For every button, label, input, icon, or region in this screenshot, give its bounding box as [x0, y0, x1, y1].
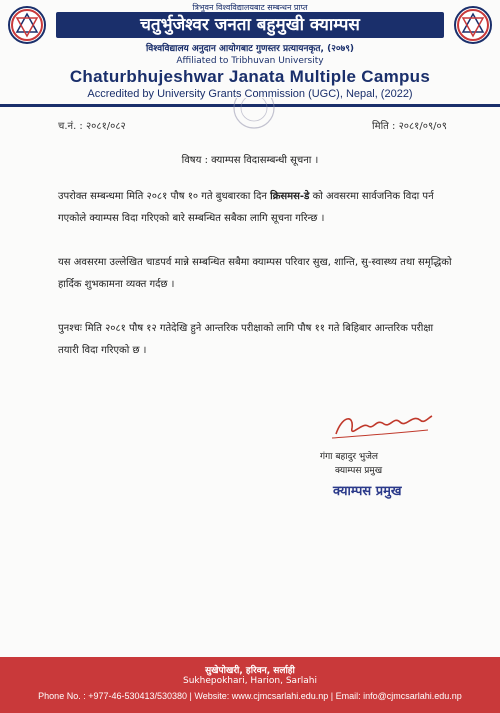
campus-name-en: Chaturbhujeshwar Janata Multiple Campus — [69, 67, 431, 86]
footer-contact: Phone No. : +977-46-530413/530380 | Website: www.cjmcsarlahi.edu.np | Email: info@cjmcsarlahi.edu.np — [38, 691, 462, 701]
christmas-day-highlight: क्रिसमस-डे — [270, 191, 310, 202]
official-seal-icon — [222, 98, 286, 142]
affiliation-line-en: Affiliated to Tribhuvan University — [176, 56, 324, 66]
letter-date: मिति : २०८१/०९/०९ — [372, 121, 447, 132]
paragraph-1-end: को अवसरमा सार्वजनिक विदा पर्न गएकोले क्याम्पस विदा गरिएको बारे सम्बन्धित सबैका लागि सूचना गरिन्छ । — [58, 191, 434, 224]
subject-line: विषय : क्याम्पस विदासम्बन्धी सूचना । — [181, 155, 319, 166]
accreditation-line-en: Accredited by University Grants Commission (UGC), Nepal, (2022) — [87, 88, 413, 100]
signer-designation: क्याम्पस प्रमुख — [335, 466, 383, 476]
signer-name: गंगा बहादुर भुजेल — [320, 452, 379, 462]
letterhead-footer — [0, 657, 500, 713]
paragraph-1 — [58, 186, 453, 230]
reference-number: च.नं. : २०८१/०८२ — [58, 121, 126, 132]
paragraph-2: यस अवसरमा उल्लेखित चाडपर्व मान्ने सम्बन्धित सबैमा क्याम्पस परिवार सुख, शान्ति, सु-स्वास्थ्य तथा समृद्धिको हार्दिक शुभकामना व्यक्त गर्दछ । — [58, 257, 452, 290]
footer-address-np: सुखेपोखरी, हरिवन, सर्लाही — [205, 666, 295, 676]
paragraph-3: पुनश्चः मिति २०८१ पौष १२ गतेदेखि हुने आन्तरिक परीक्षाको लागि पौष ११ गते बिहिबार आन्तरिक परीक्षा तयारी विदा गरिएको छ । — [58, 323, 434, 356]
designation-stamp: क्याम्पस प्रमुख — [333, 484, 402, 499]
footer-address-en: Sukhepokhari, Harion, Sarlahi — [182, 676, 317, 686]
campus-name-np: चतुर्भुजेश्वर जनता बहुमुखी क्याम्पस — [56, 12, 444, 38]
accreditation-line-np: विश्वविद्यालय अनुदान आयोगबाट गुणस्तर प्रत्यायनकृत, (२०७९) — [145, 44, 355, 54]
affiliation-line-np: त्रिभुवन विश्वविद्यालयबाट सम्बन्धन प्राप्त — [192, 3, 308, 12]
signature-icon — [328, 408, 438, 442]
paragraph-1-start: उपरोक्त सम्बन्धमा मिति २०८१ पौष १० गते बुधबारका दिन — [58, 191, 271, 202]
letterhead — [0, 0, 500, 108]
